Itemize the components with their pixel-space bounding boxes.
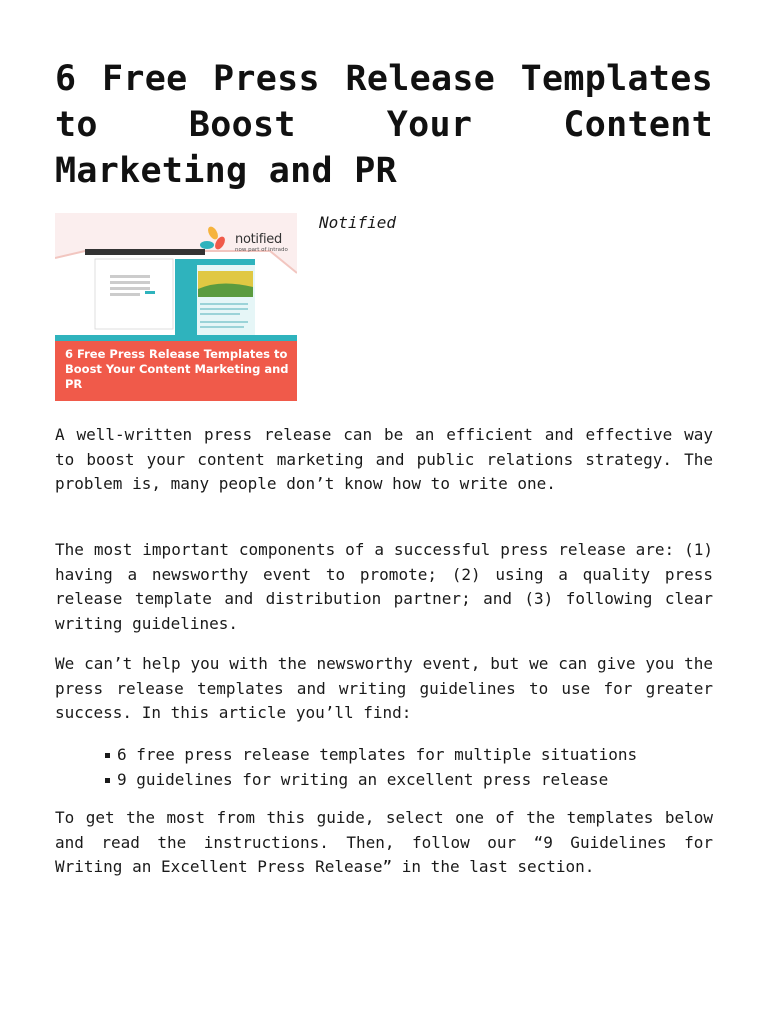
bullet-icon [105,778,110,783]
hero-image [55,213,297,401]
closing-paragraph: To get the most from this guide, select one of the templates below and read the instructions. Then, follow our “9 Guidelines for Writing an Excellent Press Release” in the last section. [55,808,713,877]
paragraph: A well-written press release can be an efficient and effective way to boost your content marketing and public relations strategy. The problem is, many people don’t know how to write one. [55,425,713,494]
bullet-list [55,743,713,792]
list-item [55,768,713,793]
list-item-text: 6 free press release templates for multiple situations [117,745,638,764]
list-item-text: 9 guidelines for writing an excellent press release [117,769,609,789]
paragraph: We can’t help you with the newsworthy event, but we can give you the press release templates and writing guidelines to use for greater success. In this article you’ll find: [55,654,713,723]
bullet-icon [105,753,110,758]
article-byline: Notified [319,213,397,232]
hero-logo-word: notified [235,232,282,247]
article-title: 6 Free Press Release Templates to Boost Your Content Marketing and PR [55,59,713,191]
notified-logo-icon [200,225,227,251]
paragraph: The most important components of a successful press release are: (1) having a newsworthy event to promote; (2) using a quality press release template and distribution partner; and (3) following clear writing guidelines. [55,540,713,634]
hero-banner-text: 6 Free Press Release Templates to Boost Your Content Marketing and PR [65,347,289,391]
hero-logo-subtext: now part of intrado [235,247,288,253]
list-item [55,743,713,768]
